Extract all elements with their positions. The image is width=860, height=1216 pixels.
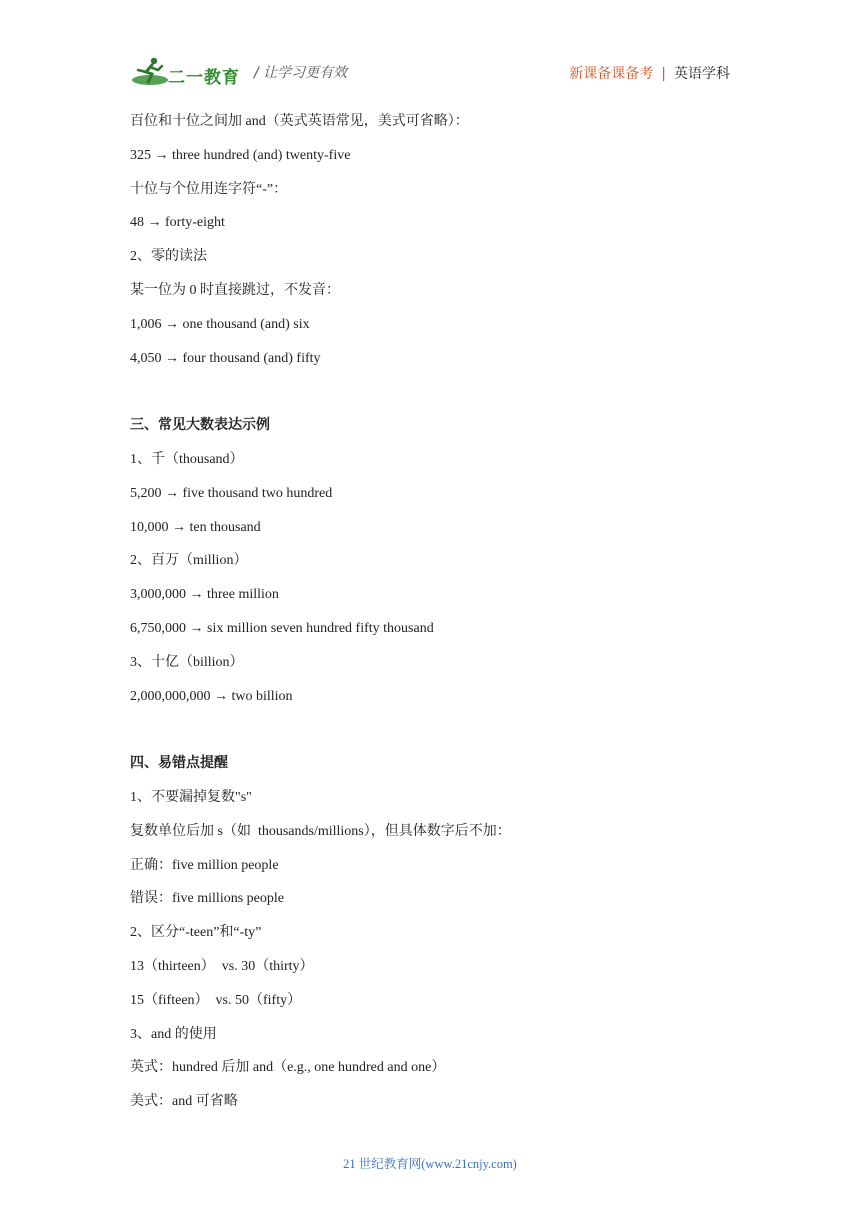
- logo: [130, 56, 250, 88]
- text-line: 13（thirteen） vs. 30（thirty）: [130, 959, 314, 974]
- header-separator: |: [661, 66, 666, 82]
- text-line: 6,750,000 → six million seven hundred fifty thousand: [130, 621, 434, 636]
- text-line: 1、不要漏掉复数"s": [130, 790, 252, 805]
- text-line: 美式：and 可省略: [130, 1094, 238, 1110]
- header-right: [569, 63, 730, 83]
- text-line: 百位和十位之间加 and（英式英语常见，美式可省略）：: [130, 114, 469, 129]
- footer-source: 21 世纪教育网(www.21cnjy.com): [343, 1157, 517, 1171]
- text-line: 正确：five million people: [130, 857, 279, 873]
- text-line: 2,000,000,000 → two billion: [130, 688, 293, 704]
- text-line: 3、十亿（billion）: [130, 654, 244, 670]
- text-line: 复数单位后加 s（如 thousands/millions），但具体数字后不加：: [130, 823, 511, 839]
- header-subject: 英语学科: [674, 66, 730, 82]
- text-line: 某一位为 0 时直接跳过，不发音：: [130, 283, 340, 298]
- text-line: 325 → three hundred (and) twenty-five: [130, 147, 351, 163]
- text-line: 2、零的读法: [130, 249, 207, 265]
- logo-text: 二一教育: [168, 68, 240, 88]
- text-line: 1、千（thousand）: [130, 452, 244, 467]
- text-line: 3、and 的使用: [130, 1026, 217, 1042]
- text-line: 4,050 → four thousand (and) fifty: [130, 350, 321, 366]
- section-heading: 三、常见大数表达示例: [130, 418, 270, 434]
- text-line: 3,000,000 → three million: [130, 587, 279, 603]
- page-header: [130, 56, 730, 92]
- header-tag-prep: 新课备课备考: [569, 66, 654, 82]
- text-line: 15（fifteen） vs. 50（fifty）: [130, 992, 302, 1008]
- text-line: 10,000 → ten thousand: [130, 519, 261, 535]
- slogan: / 让学习更有效: [254, 65, 348, 81]
- text-line: 错误：five millions people: [130, 891, 284, 907]
- text-line: 十位与个位用连字符“-”：: [130, 181, 288, 197]
- text-line: 英式：hundred 后加 and（e.g., one hundred and one）: [130, 1060, 446, 1076]
- text-line: 2、百万（million）: [130, 553, 248, 569]
- text-line: 2、区分“-teen”和“-ty”: [130, 925, 262, 941]
- section-heading: 四、易错点提醒: [130, 756, 228, 772]
- text-line: 5,200 → five thousand two hundred: [130, 485, 333, 501]
- text-line: 1,006 → one thousand (and) six: [130, 316, 310, 332]
- text-line: 48 → forty-eight: [130, 215, 225, 231]
- runner-logo-icon: [130, 56, 170, 88]
